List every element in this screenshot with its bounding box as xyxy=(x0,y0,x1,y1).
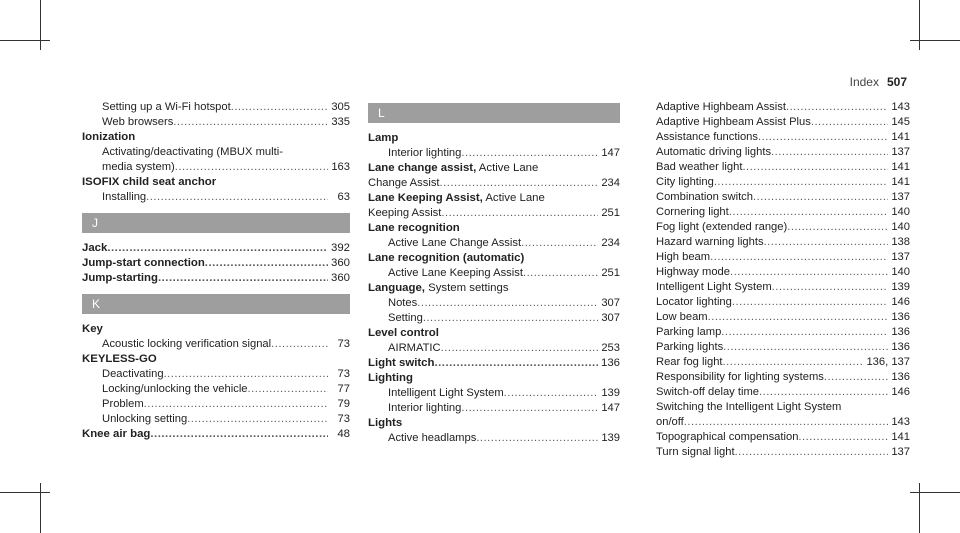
header-title: Index xyxy=(849,75,879,89)
index-entry[interactable]: High beam ..... 137 xyxy=(656,250,910,265)
index-heading: Ionization xyxy=(82,131,136,143)
index-entry[interactable]: Low beam ..... 136 xyxy=(656,310,910,325)
index-heading: Level control xyxy=(368,327,439,339)
index-entry[interactable]: Light switch ..... 136 xyxy=(368,356,620,371)
index-entry[interactable]: Knee air bag ..... 48 xyxy=(82,427,350,442)
index-entry[interactable]: Interior lighting ..... 147 xyxy=(368,146,620,161)
index-heading: ISOFIX child seat anchor xyxy=(82,176,217,188)
letter-divider-l: L xyxy=(368,103,620,123)
index-entry[interactable]: Jump-start connection ..... 360 xyxy=(82,256,350,271)
index-heading: Lighting xyxy=(368,372,413,384)
crop-mark xyxy=(919,0,920,50)
index-entry[interactable]: City lighting ..... 141 xyxy=(656,175,910,190)
index-entry[interactable]: Topographical compensation ..... 141 xyxy=(656,430,910,445)
index-entry[interactable]: Combination switch ..... 137 xyxy=(656,190,910,205)
index-entry[interactable]: Turn signal light ..... 137 xyxy=(656,445,910,460)
index-entry[interactable]: Interior lighting ..... 147 xyxy=(368,401,620,416)
index-entry[interactable]: Fog light (extended range) ..... 140 xyxy=(656,220,910,235)
index-entry[interactable]: Setting up a Wi-Fi hotspot ..... 305 xyxy=(82,100,350,115)
index-entry[interactable]: Bad weather light ..... 141 xyxy=(656,160,910,175)
letter-divider-k: K xyxy=(82,294,350,314)
index-heading: Key xyxy=(82,323,103,335)
index-entry[interactable]: Acoustic locking verification signal ..... 73 xyxy=(82,337,350,352)
crop-mark xyxy=(40,0,41,50)
index-entry[interactable]: Rear fog light ..... 136, 137 xyxy=(656,355,910,370)
index-entry[interactable]: Adaptive Highbeam Assist ..... 143 xyxy=(656,100,910,115)
index-entry[interactable]: Locking/unlocking the vehicle ..... 77 xyxy=(82,382,350,397)
index-entry[interactable]: Highway mode ..... 140 xyxy=(656,265,910,280)
index-entry[interactable]: Keeping Assist ..... 251 xyxy=(368,206,620,221)
index-entry[interactable]: Web browsers ..... 335 xyxy=(82,115,350,130)
index-entry[interactable]: Locator lighting ..... 146 xyxy=(656,295,910,310)
index-entry[interactable]: Notes ..... 307 xyxy=(368,296,620,311)
index-entry-line: Activating/deactivating (MBUX multi- xyxy=(102,146,283,158)
index-heading: Language, System settings xyxy=(368,282,509,294)
index-heading: Lane recognition xyxy=(368,222,460,234)
index-heading: KEYLESS-GO xyxy=(82,353,157,365)
index-entry[interactable]: Automatic driving lights ..... 137 xyxy=(656,145,910,160)
crop-mark xyxy=(0,40,50,41)
crop-mark xyxy=(0,492,50,493)
index-entry[interactable]: on/off ..... 143 xyxy=(656,415,910,430)
index-entry[interactable]: Jump-starting ..... 360 xyxy=(82,271,350,286)
index-entry[interactable]: Cornering light ..... 140 xyxy=(656,205,910,220)
index-entry[interactable]: Jack ..... 392 xyxy=(82,241,350,256)
index-entry-line: Switching the Intelligent Light System xyxy=(656,401,842,413)
index-entry[interactable]: Setting ..... 307 xyxy=(368,311,620,326)
index-entry[interactable]: Unlocking setting ..... 73 xyxy=(82,412,350,427)
index-entry[interactable]: Intelligent Light System ..... 139 xyxy=(368,386,620,401)
index-heading: Lane Keeping Assist, Active Lane xyxy=(368,192,545,204)
index-heading: Lamp xyxy=(368,132,399,144)
index-entry[interactable]: Deactivating ..... 73 xyxy=(82,367,350,382)
index-heading: Lights xyxy=(368,417,403,429)
index-entry[interactable]: Parking lights ..... 136 xyxy=(656,340,910,355)
index-entry[interactable]: Hazard warning lights ..... 138 xyxy=(656,235,910,250)
index-entry[interactable]: Assistance functions ..... 141 xyxy=(656,130,910,145)
index-entry[interactable]: Active Lane Keeping Assist ..... 251 xyxy=(368,266,620,281)
crop-mark xyxy=(40,483,41,533)
letter-divider-j: J xyxy=(82,213,350,233)
index-column-1 xyxy=(82,100,350,442)
index-entry[interactable]: media system) ..... 163 xyxy=(82,160,350,175)
index-entry[interactable]: Intelligent Light System ..... 139 xyxy=(656,280,910,295)
index-column-2 xyxy=(368,100,620,446)
index-entry[interactable]: Responsibility for lighting systems ..... 136 xyxy=(656,370,910,385)
index-entry[interactable]: Adaptive Highbeam Assist Plus ..... 145 xyxy=(656,115,910,130)
index-entry[interactable]: Change Assist ..... 234 xyxy=(368,176,620,191)
page-header xyxy=(850,75,907,89)
crop-mark xyxy=(919,483,920,533)
index-entry[interactable]: Active Lane Change Assist ..... 234 xyxy=(368,236,620,251)
index-entry[interactable]: AIRMATIC ..... 253 xyxy=(368,341,620,356)
page-number: 507 xyxy=(886,75,907,89)
index-column-3 xyxy=(656,100,910,460)
index-entry[interactable]: Switch-off delay time ..... 146 xyxy=(656,385,910,400)
crop-mark xyxy=(910,492,960,493)
index-heading: Lane recognition (automatic) xyxy=(368,252,525,264)
index-entry[interactable]: Parking lamp ..... 136 xyxy=(656,325,910,340)
index-entry[interactable]: Problem ..... 79 xyxy=(82,397,350,412)
index-heading: Lane change assist, Active Lane xyxy=(368,162,539,174)
index-entry[interactable]: Active headlamps ..... 139 xyxy=(368,431,620,446)
crop-mark xyxy=(910,40,960,41)
index-entry[interactable]: Installing ..... 63 xyxy=(82,190,350,205)
